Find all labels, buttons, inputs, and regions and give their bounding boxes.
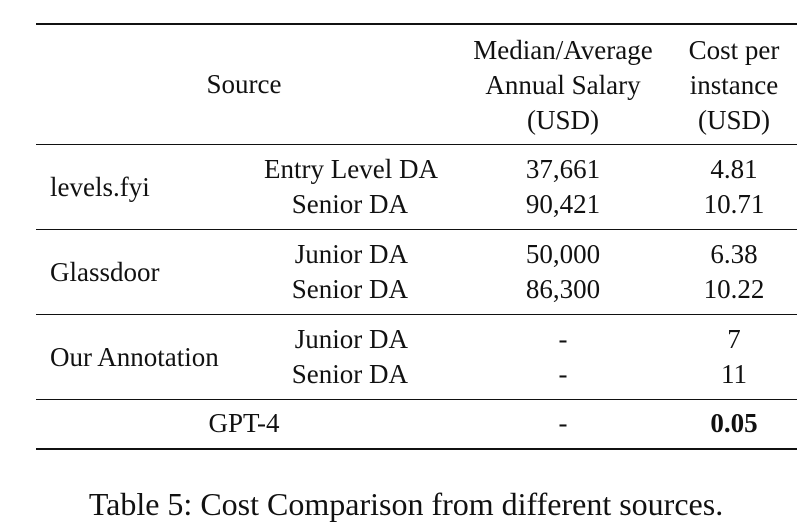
row-cost: 6.38 — [710, 239, 758, 269]
top-rule — [36, 23, 797, 25]
header-rule — [36, 144, 797, 145]
row-level: Senior DA — [291, 359, 408, 389]
row-cost: 7 — [727, 324, 741, 354]
table-caption: Table 5: Cost Comparison from different sources. — [88, 486, 724, 522]
group-source-levels-fyi: levels.fyi — [50, 172, 150, 202]
row-cost: 10.22 — [703, 274, 765, 304]
final-row-cost: 0.05 — [710, 408, 758, 438]
row-level: Entry Level DA — [264, 154, 438, 184]
row-level: Junior DA — [294, 324, 408, 354]
row-cost: 10.71 — [703, 189, 765, 219]
row-cost: 4.81 — [710, 154, 758, 184]
header-salary-line3: (USD) — [527, 105, 599, 135]
header-source: Source — [206, 69, 282, 99]
row-cost: 11 — [721, 359, 747, 389]
header-cost-line2: instance — [689, 70, 779, 100]
row-level: Junior DA — [294, 239, 408, 269]
final-row-salary: - — [558, 408, 568, 438]
header-salary-line2: Annual Salary — [485, 70, 641, 100]
group-rule-3 — [36, 399, 797, 400]
final-row-source: GPT-4 — [208, 408, 280, 438]
bottom-rule — [36, 448, 797, 450]
group-source-our-annotation: Our Annotation — [50, 342, 219, 372]
row-salary: - — [558, 359, 568, 389]
row-salary: - — [558, 324, 568, 354]
row-salary: 50,000 — [525, 239, 601, 269]
cost-comparison-table — [36, 23, 797, 450]
group-rule-2 — [36, 314, 797, 315]
group-rule-1 — [36, 229, 797, 230]
row-salary: 37,661 — [525, 154, 601, 184]
row-level: Senior DA — [291, 189, 408, 219]
row-salary: 86,300 — [525, 274, 601, 304]
header-salary-line1: Median/Average — [473, 35, 653, 65]
header-cost-line1: Cost per — [688, 35, 780, 65]
row-salary: 90,421 — [525, 189, 601, 219]
group-source-glassdoor: Glassdoor — [50, 257, 160, 287]
row-level: Senior DA — [291, 274, 408, 304]
header-cost-line3: (USD) — [698, 105, 770, 135]
